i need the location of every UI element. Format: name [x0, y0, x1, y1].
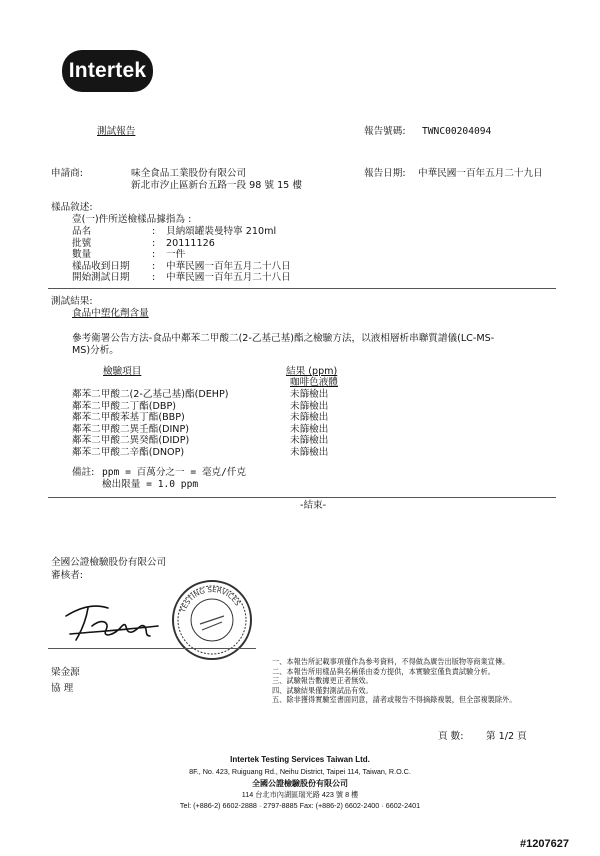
company-seal — [170, 578, 254, 662]
col-item-header: 檢驗項目 — [103, 366, 142, 377]
result-value: 未篩檢出 — [290, 389, 329, 400]
report-no-label: 報告號碼: — [364, 126, 406, 137]
footer-address-en: 8F., No. 423, Ruiguang Rd., Neihu District, Taipei 114, Taiwan, R.O.C. — [189, 767, 411, 776]
results-heading: 測試結果: — [51, 296, 93, 307]
result-item: 鄰苯二甲酸苯基丁酯(BBP) — [72, 412, 185, 423]
footer-contact: Tel: (+886-2) 6602-2888 · 2797-8885 Fax: (+886-2) 6602-2400 · 6602-2401 — [179, 801, 421, 810]
sample-row-colon: : — [152, 260, 156, 272]
sample-row-label: 樣品收到日期 — [72, 260, 130, 272]
report-date-label: 報告日期: — [364, 168, 406, 179]
report-date: 中華民國一百年五月二十九日 — [418, 168, 543, 179]
result-value: 未篩檢出 — [290, 400, 329, 412]
footer-company-zh: 全國公證檢驗股份有限公司 — [252, 779, 348, 788]
disclaimer-item: 二、本報告所用樣品與名稱係由委方提供，本實驗室僅負責試驗分析。 — [272, 666, 495, 676]
result-value: 未篩檢出 — [290, 423, 329, 435]
applicant-label: 申請商: — [51, 168, 84, 179]
stamp-id: #1207627 — [520, 838, 569, 850]
sample-row-value: 一件 — [166, 249, 186, 260]
result-value: 未篩檢出 — [290, 435, 329, 446]
method-line-2: MS)分析。 — [72, 345, 119, 356]
result-item: 鄰苯二甲酸二異癸酯(DIDP) — [72, 435, 190, 446]
result-item: 鄰苯二甲酸二異壬酯(DINP) — [72, 423, 190, 435]
note-line-1: ppm = 百萬分之一 = 毫克/仟克 — [102, 467, 247, 478]
sample-heading: 樣品敘述: — [51, 202, 93, 213]
method-line-1: 參考衛署公告方法-食品中鄰苯二甲酸二(2-乙基己基)酯之檢驗方法，以液相層析串聯質譜儀(LC-MS- — [72, 333, 495, 344]
intertek-logo: Intertek — [62, 50, 153, 92]
result-value: 未篩檢出 — [290, 446, 329, 458]
page-label: 頁 數: — [438, 731, 464, 742]
disclaimer-item: 五、除非獲得實驗室書面同意，請者或報告不得摘錄複製，但全部複製除外。 — [272, 695, 517, 705]
end-divider — [48, 497, 556, 498]
sample-row-colon: : — [152, 249, 156, 260]
sample-row-value: 中華民國一百年五月二十八日 — [166, 272, 291, 283]
result-item: 鄰苯二甲酸二辛酯(DNOP) — [72, 446, 185, 458]
signoff-company: 全國公證檢驗股份有限公司 — [51, 557, 167, 568]
report-no: TWNC00204094 — [422, 126, 492, 137]
signature-line — [48, 648, 256, 649]
sample-row-value: 貝納頌罐裝曼特寧 210ml — [166, 226, 277, 237]
sample-row-colon: : — [152, 237, 156, 249]
applicant-name: 味全食品工業股份有限公司 — [131, 168, 247, 179]
disclaimer-item: 三、試驗報告數據更正者無效。 — [272, 676, 373, 686]
page-value: 第 1/2 頁 — [486, 731, 527, 742]
col-sample-header: 咖啡色液體 — [290, 377, 338, 388]
report-title: 測試報告 — [97, 126, 136, 137]
col-result-header: 結果 (ppm) — [286, 366, 338, 377]
results-subheading: 食品中塑化劑含量 — [72, 308, 149, 319]
footer-company-en: Intertek Testing Services Taiwan Ltd. — [230, 755, 370, 764]
signer-name: 梁金源 — [51, 667, 80, 678]
sample-row-value: 中華民國一百年五月二十八日 — [166, 260, 291, 272]
applicant-address: 新北市汐止區新台五路一段 98 號 15 樓 — [131, 180, 302, 191]
disclaimer-item: 一、本報告所記載事項僅作為參考資料，不得做為廣告出版物等商業宣傳。 — [272, 657, 510, 666]
signature-image — [62, 596, 162, 646]
sample-intro: 壹(一)件所送檢樣品據指為 : — [72, 214, 192, 225]
signer-title: 協 理 — [51, 683, 74, 694]
footer-address-zh: 114 台北市內湖區瑞光路 423 號 8 樓 — [241, 790, 359, 799]
sample-row-label: 品名 — [72, 226, 92, 237]
sample-row-label: 開始測試日期 — [72, 272, 130, 283]
sample-row-label: 批號 — [72, 237, 92, 249]
result-value: 未篩檢出 — [290, 412, 329, 423]
result-item: 鄰苯二甲酸二丁酯(DBP) — [72, 400, 176, 412]
result-item: 鄰苯二甲酸二(2-乙基己基)酯(DEHP) — [72, 389, 229, 400]
note-label: 備註: — [72, 467, 95, 478]
disclaimer-item: 四、試驗結果僅對測試品有效。 — [272, 685, 373, 695]
divider — [48, 288, 556, 289]
sample-row-value: 20111126 — [166, 237, 215, 249]
sample-row-colon: : — [152, 226, 156, 237]
reviewer-label: 審核者: — [51, 570, 84, 581]
note-line-2: 檢出限量 = 1.0 ppm — [102, 479, 199, 490]
sample-row-label: 數量 — [72, 249, 92, 260]
end-marker: -結束- — [296, 500, 330, 511]
svg-text:TESTING SERVICES: TESTING SERVICES — [179, 585, 242, 614]
sample-row-colon: : — [152, 272, 156, 283]
